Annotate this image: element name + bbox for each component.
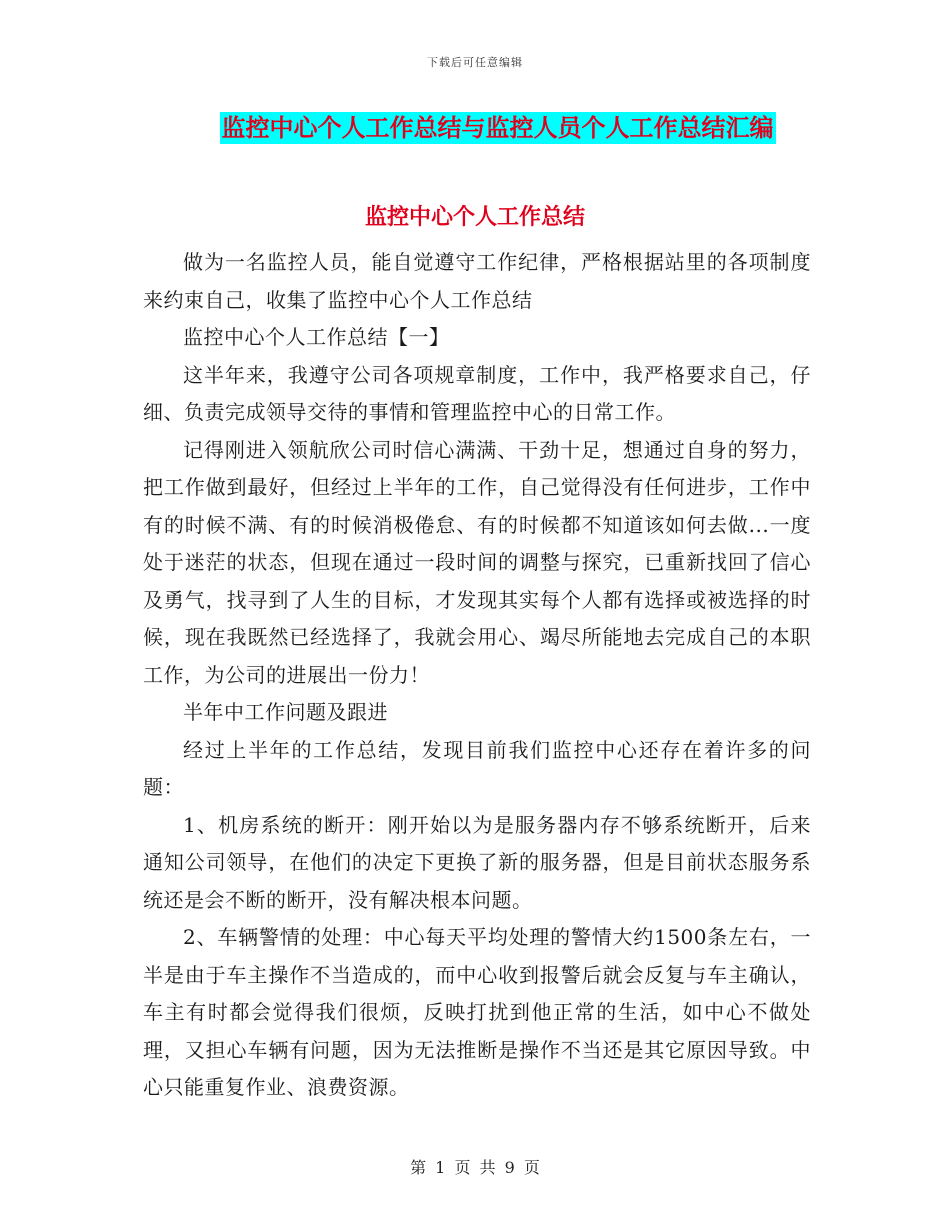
paragraph: 2、车辆警情的处理：中心每天平均处理的警情大约1500条左右，一半是由于车主操作不当造成的，而中心收到报警后就会反复与车主确认，车主有时都会觉得我们很烦，反映打扰到他正常的生活，如中心不做处理，又担心车辆有问题，因为无法推断是操作不当还是其它原因导致。中心只能重复作业、浪费资源。 [143,925,811,1099]
paragraph: 这半年来，我遵守公司各项规章制度，工作中，我严格要求自己，仔细、负责完成领导交待的事情和管理监控中心的日常工作。 [143,362,811,424]
paragraph: 经过上半年的工作总结，发现目前我们监控中心还存在着许多的问题： [143,737,811,799]
section-title: 监控中心个人工作总结 [364,205,585,230]
paragraph: 1、机房系统的断开：刚开始以为是服务器内存不够系统断开，后来通知公司领导，在他们的决定下更换了新的服务器，但是目前状态服务系统还是会不断的断开，没有解决根本问题。 [143,812,811,912]
page-footer: 第 1 页 共 9 页 [410,1158,540,1177]
main-title-container [0,112,950,144]
body-text [143,244,811,1107]
main-title: 监控中心个人工作总结与监控人员个人工作总结汇编 [221,114,774,142]
header-note: 下载后可任意编辑 [427,56,523,69]
paragraph: 监控中心个人工作总结【一】 [183,325,450,349]
paragraph: 半年中工作问题及跟进 [183,700,388,724]
paragraph: 记得刚进入领航欣公司时信心满满、干劲十足，想通过自身的努力，把工作做到最好，但经过上半年的工作，自己觉得没有任何进步，工作中有的时候不满、有的时候消极倦怠、有的时候都不知道该如何去做...一度处于迷茫的状态，但现在通过一段时间的调整与探究，已重新找回了信心及勇气，找寻到了人生的目标，才发现其实每个人都有选择或被选择的时候，现在我既然已经选择了，我就会用心、竭尽所能地去完成自己的本职工作，为公司的进展出一份力！ [143,437,811,687]
paragraph: 做为一名监控人员，能自觉遵守工作纪律，严格根据站里的各项制度来约束自己，收集了监控中心个人工作总结 [143,250,811,312]
